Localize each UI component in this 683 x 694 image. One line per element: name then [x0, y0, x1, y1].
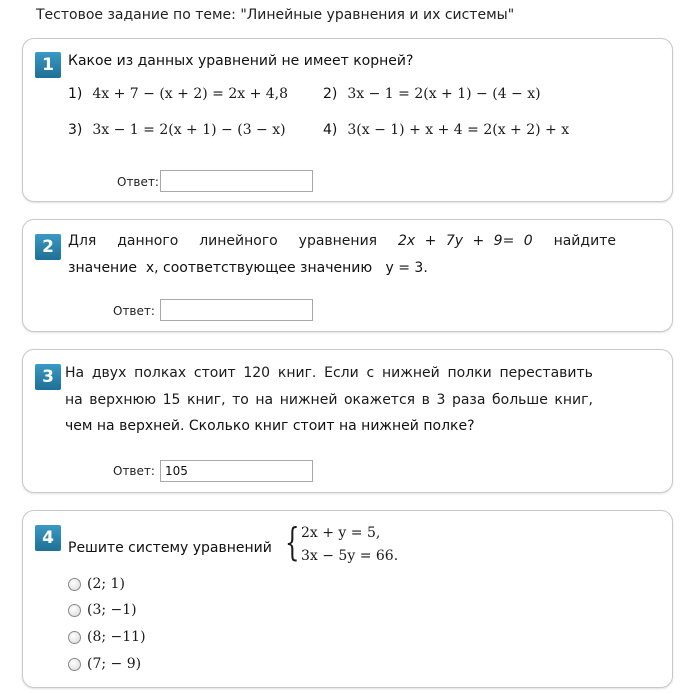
- word: книг.: [277, 365, 317, 381]
- option-label: (3; −1): [87, 602, 137, 618]
- word: нижней: [279, 392, 338, 408]
- word: полки: [447, 365, 492, 381]
- radio-button[interactable]: [68, 658, 81, 671]
- equation: 3x − 1 = 2(x + 1) − (4 − x): [347, 86, 541, 102]
- word: 3: [436, 392, 446, 408]
- word: линейного: [199, 233, 278, 249]
- equation: 4x + 7 − (x + 2) = 2x + 4,8: [92, 86, 289, 102]
- answer-input-1[interactable]: [160, 170, 313, 192]
- question-text: Какое из данных уравнений не имеет корней?: [68, 53, 414, 69]
- option-2: [323, 86, 541, 102]
- option-row[interactable]: [68, 656, 141, 672]
- word: раза: [451, 392, 486, 408]
- answer-label: Ответ:: [117, 175, 159, 189]
- option-label: (8; −11): [87, 629, 146, 645]
- word: на: [65, 392, 83, 408]
- option-label: (7; − 9): [87, 656, 142, 672]
- question-number-badge: 3: [35, 364, 61, 390]
- question-text-line-1: [65, 365, 593, 381]
- question-card-3: [22, 349, 673, 493]
- answer-input-2[interactable]: [160, 299, 313, 321]
- system-equation-1: 2x + y = 5,: [301, 525, 381, 541]
- word: найдите: [553, 233, 616, 249]
- word: На: [65, 365, 85, 381]
- word: полках: [134, 365, 187, 381]
- word: с: [366, 365, 375, 381]
- system-equation-2: 3x − 5y = 66.: [301, 548, 399, 564]
- word: верхнюю: [89, 392, 157, 408]
- option-4: [323, 122, 569, 138]
- word: книг,: [554, 392, 593, 408]
- option-label: (2; 1): [87, 576, 125, 592]
- question-text-line-2: [65, 392, 593, 408]
- word: Если: [324, 365, 359, 381]
- word: окажется: [343, 392, 416, 408]
- word: уравнения: [298, 233, 378, 249]
- question-number-badge: 4: [35, 525, 61, 551]
- equation: 3(x − 1) + x + 4 = 2(x + 2) + x: [347, 122, 570, 138]
- word: стоит: [193, 365, 236, 381]
- question-number-badge: 1: [35, 52, 61, 78]
- option-3: [68, 122, 286, 138]
- option-row[interactable]: [68, 629, 146, 645]
- equation: 2x + 7y + 9= 0: [398, 233, 533, 249]
- brace-icon: {: [285, 520, 300, 564]
- question-card-2: [22, 219, 673, 332]
- word: на: [255, 392, 274, 408]
- word: переставить: [499, 365, 593, 381]
- word: в: [421, 392, 430, 408]
- word: двух: [91, 365, 127, 381]
- option-row[interactable]: [68, 576, 125, 592]
- question-text: Решите систему уравнений: [68, 540, 272, 556]
- question-card-1: [22, 38, 673, 202]
- word: данного: [117, 233, 179, 249]
- radio-button[interactable]: [68, 578, 81, 591]
- word: книг,: [187, 392, 226, 408]
- equation: 3x − 1 = 2(x + 1) − (3 − x): [92, 122, 286, 138]
- page-title: Тестовое задание по теме: "Линейные уравнения и их системы": [36, 7, 515, 23]
- question-text-line-3: чем на верхней. Сколько книг стоит на нижней полке?: [65, 418, 475, 434]
- option-1: [68, 86, 288, 102]
- option-number: 4): [323, 122, 338, 138]
- question-text-line-1: [68, 233, 616, 249]
- radio-button[interactable]: [68, 604, 81, 617]
- question-number-badge: 2: [35, 234, 61, 260]
- word: Для: [68, 233, 97, 249]
- radio-button[interactable]: [68, 631, 81, 644]
- word: то: [232, 392, 249, 408]
- word: нижней: [381, 365, 440, 381]
- question-card-4: [22, 510, 673, 688]
- answer-label: Ответ:: [113, 304, 155, 318]
- answer-label: Ответ:: [113, 464, 155, 478]
- option-row[interactable]: [68, 602, 137, 618]
- option-number: 3): [68, 122, 83, 138]
- word: 120: [243, 365, 271, 381]
- option-number: 2): [323, 86, 338, 102]
- word: 15: [162, 392, 181, 408]
- question-text-line-2: значение x, соответствующее значению y = 3.: [68, 260, 428, 276]
- answer-input-3[interactable]: [160, 460, 313, 482]
- word: больше: [492, 392, 548, 408]
- option-number: 1): [68, 86, 83, 102]
